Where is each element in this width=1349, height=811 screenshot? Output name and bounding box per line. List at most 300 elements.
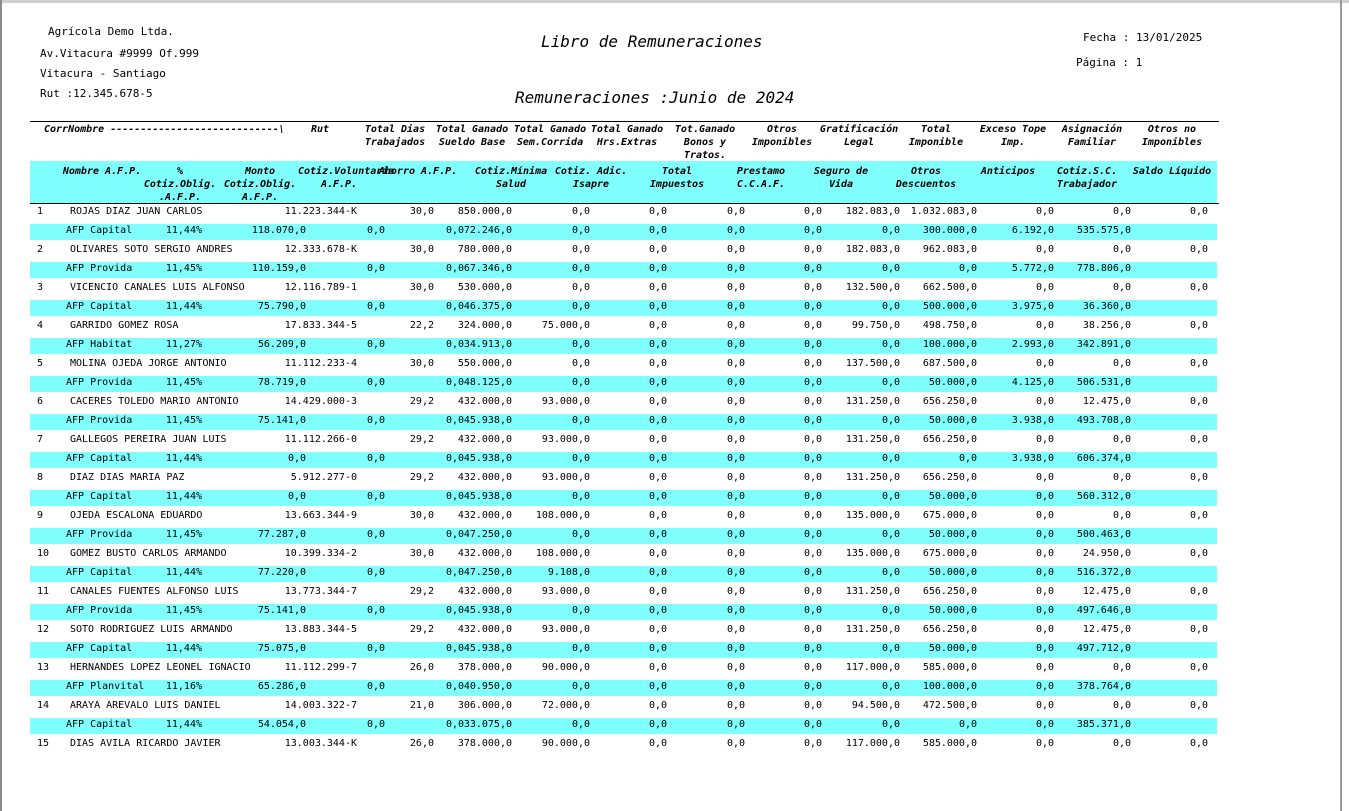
top-value: 0,0 (726, 320, 745, 331)
bottom-value: 0,0 (571, 415, 590, 426)
bottom-value: 50.000,0 (928, 605, 977, 616)
employee-name: DIAS AVILA RICARDO JAVIER (70, 738, 221, 749)
top-value: 0,0 (726, 434, 745, 445)
top-value: 0,0 (1035, 624, 1054, 635)
bottom-value: 0,0 (445, 681, 464, 692)
top-value: 75.000,0 (541, 320, 590, 331)
bottom-value: 0,0 (881, 719, 900, 730)
top-value: 585.000,0 (922, 738, 977, 749)
afp-percent: 11,44% (165, 301, 202, 312)
top-value: 0,0 (1189, 244, 1208, 255)
bottom-value: 0,0 (366, 225, 385, 236)
bottom-value: 0,0 (648, 263, 667, 274)
top-value: 131.250,0 (845, 472, 900, 483)
top-value: 0,0 (1035, 206, 1054, 217)
bottom-value: 0,0 (881, 605, 900, 616)
top-value: 30,0 (409, 358, 434, 369)
top-value: 662.500,0 (922, 282, 977, 293)
bottom-value: 45.938,0 (463, 643, 512, 654)
top-value: 93.000,0 (541, 434, 590, 445)
bottom-value: 0,0 (287, 491, 306, 502)
col-header-bottom-12: Cotiz.S.C. Trabajador (1056, 166, 1118, 190)
top-value: 0,0 (1035, 510, 1054, 521)
bottom-value: 0,0 (648, 225, 667, 236)
top-value: 0,0 (648, 320, 667, 331)
afp-percent: 11,44% (165, 453, 202, 464)
top-value: 0,0 (1189, 396, 1208, 407)
top-value: 29,2 (409, 434, 434, 445)
top-value: 0,0 (1189, 434, 1208, 445)
bottom-value: 9.108,0 (547, 567, 590, 578)
bottom-value: 0,0 (726, 415, 745, 426)
bottom-value: 0,0 (881, 491, 900, 502)
top-value: 0,0 (803, 510, 822, 521)
bottom-value: 0,0 (648, 415, 667, 426)
bottom-value: 3.938,0 (1011, 415, 1054, 426)
top-value: 24.950,0 (1082, 548, 1131, 559)
afp-percent: 11,44% (165, 643, 202, 654)
bottom-value: 0,0 (958, 263, 977, 274)
bottom-value: 75.141,0 (257, 415, 306, 426)
bottom-value: 0,0 (881, 225, 900, 236)
top-value: 962.083,0 (922, 244, 977, 255)
bottom-value: 0,0 (445, 377, 464, 388)
bottom-value: 0,0 (648, 605, 667, 616)
bottom-value: 0,0 (445, 301, 464, 312)
bottom-value: 45.938,0 (463, 491, 512, 502)
top-value: 0,0 (1112, 738, 1131, 749)
bottom-value: 0,0 (571, 643, 590, 654)
bottom-value: 45.938,0 (463, 605, 512, 616)
top-value: 0,0 (1035, 700, 1054, 711)
afp-percent: 11,44% (165, 491, 202, 502)
top-value: 656.250,0 (922, 586, 977, 597)
top-value: 12.475,0 (1082, 396, 1131, 407)
top-value: 0,0 (1189, 206, 1208, 217)
bottom-value: 6.192,0 (1011, 225, 1054, 236)
top-value: 656.250,0 (922, 624, 977, 635)
top-value: 432.000,0 (457, 472, 512, 483)
col-header-top-3: Total Ganado Sueldo Base (435, 124, 509, 148)
top-value: 0,0 (803, 700, 822, 711)
top-value: 135.000,0 (845, 510, 900, 521)
bottom-value: 100.000,0 (922, 339, 977, 350)
top-value: 432.000,0 (457, 624, 512, 635)
afp-name: AFP Capital (66, 719, 133, 730)
afp-name: AFP Planvital (66, 681, 145, 692)
bottom-value: 0,0 (726, 719, 745, 730)
col-header-bottom-7: Total Impuestos (649, 166, 705, 190)
top-value: 29,2 (409, 586, 434, 597)
bottom-value: 500.000,0 (922, 301, 977, 312)
window-right-edge (1340, 0, 1342, 811)
row-number: 13 (37, 662, 50, 673)
top-value: 0,0 (648, 624, 667, 635)
bottom-value: 497.712,0 (1076, 643, 1131, 654)
bottom-value: 50.000,0 (928, 377, 977, 388)
bottom-value: 0,0 (445, 605, 464, 616)
top-value: 656.250,0 (922, 472, 977, 483)
afp-name: AFP Provida (66, 605, 133, 616)
employee-name: SOTO RODRIGUEZ LUIS ARMANDO (70, 624, 233, 635)
bottom-value: 0,0 (366, 605, 385, 616)
top-value: 0,0 (1035, 282, 1054, 293)
col-header-top-7: Otros Imponibles (751, 124, 813, 148)
bottom-value: 100.000,0 (922, 681, 977, 692)
bottom-value: 0,0 (803, 491, 822, 502)
bottom-value: 500.463,0 (1076, 529, 1131, 540)
top-value: 26,0 (409, 662, 434, 673)
bottom-value: 0,0 (366, 301, 385, 312)
employee-name: VICENCIO CANALES LUIS ALFONSO (70, 282, 245, 293)
top-value: 90.000,0 (541, 662, 590, 673)
top-value: 0,0 (726, 624, 745, 635)
bottom-value: 56.209,0 (257, 339, 306, 350)
top-value: 94.500,0 (851, 700, 900, 711)
afp-percent: 11,45% (165, 415, 202, 426)
bottom-value: 67.346,0 (463, 263, 512, 274)
row-number: 11 (37, 586, 50, 597)
top-value: 498.750,0 (922, 320, 977, 331)
header-top-rule (30, 121, 1219, 122)
bottom-value: 0,0 (726, 453, 745, 464)
row-number: 4 (37, 320, 44, 331)
employee-rut: 5.912.277-0 (290, 472, 357, 483)
window-left-edge (0, 0, 2, 811)
top-value: 675.000,0 (922, 510, 977, 521)
bottom-value: 0,0 (1035, 719, 1054, 730)
afp-name: AFP Provida (66, 377, 133, 388)
bottom-value: 0,0 (726, 491, 745, 502)
top-value: 0,0 (1035, 548, 1054, 559)
bottom-value: 560.312,0 (1076, 491, 1131, 502)
col-header-top-2: Total Dias Trabajados (364, 124, 426, 148)
bottom-value: 606.374,0 (1076, 453, 1131, 464)
bottom-value: 0,0 (726, 643, 745, 654)
employee-rut: 13.003.344-K (284, 738, 357, 749)
col-header-top-10: Exceso Tope Imp. (979, 124, 1047, 148)
bottom-value: 0,0 (571, 263, 590, 274)
top-value: 0,0 (1035, 472, 1054, 483)
employee-name: DIAZ DIAS MARIA PAZ (70, 472, 185, 483)
top-value: 30,0 (409, 206, 434, 217)
afp-name: AFP Capital (66, 643, 133, 654)
top-value: 0,0 (1035, 738, 1054, 749)
report-date: Fecha : 13/01/2025 (1083, 31, 1203, 44)
top-value: 0,0 (726, 358, 745, 369)
bottom-value: 78.719,0 (257, 377, 306, 388)
afp-percent: 11,16% (165, 681, 202, 692)
top-value: 108.000,0 (535, 510, 590, 521)
top-value: 0,0 (648, 738, 667, 749)
top-value: 72.000,0 (541, 700, 590, 711)
bottom-value: 0,0 (803, 453, 822, 464)
afp-percent: 11,44% (165, 719, 202, 730)
top-value: 0,0 (571, 358, 590, 369)
employee-rut: 14.003.322-7 (284, 700, 357, 711)
row-number: 1 (37, 206, 44, 217)
bottom-value: 0,0 (571, 453, 590, 464)
employee-name: ARAYA AREVALO LUIS DANIEL (70, 700, 221, 711)
employee-name: GARRIDO GOMEZ ROSA (70, 320, 179, 331)
col-header-bottom-13: Saldo Líquido (1132, 166, 1212, 177)
bottom-value: 0,0 (803, 643, 822, 654)
bottom-value: 75.790,0 (257, 301, 306, 312)
top-value: 0,0 (1112, 700, 1131, 711)
employee-name: CACERES TOLEDO MARIO ANTONIO (70, 396, 239, 407)
top-value: 432.000,0 (457, 548, 512, 559)
company-rut: Rut :12.345.678-5 (40, 87, 153, 100)
bottom-value: 0,0 (726, 681, 745, 692)
bottom-value: 0,0 (958, 453, 977, 464)
top-value: 93.000,0 (541, 624, 590, 635)
top-value: 656.250,0 (922, 434, 977, 445)
top-value: 131.250,0 (845, 624, 900, 635)
row-number: 15 (37, 738, 50, 749)
bottom-value: 0,0 (571, 529, 590, 540)
col-header-bottom-4: Ahorro A.F.P. (378, 166, 458, 177)
top-value: 324.000,0 (457, 320, 512, 331)
bottom-value: 0,0 (726, 301, 745, 312)
bottom-value: 0,0 (726, 567, 745, 578)
bottom-value: 0,0 (445, 491, 464, 502)
bottom-value: 0,0 (881, 263, 900, 274)
bottom-value: 0,0 (648, 339, 667, 350)
bottom-value: 0,0 (648, 301, 667, 312)
bottom-value: 0,0 (803, 225, 822, 236)
top-value: 550.000,0 (457, 358, 512, 369)
top-value: 0,0 (726, 662, 745, 673)
top-value: 0,0 (803, 206, 822, 217)
col-header-top-8: Gratificación Legal (819, 124, 899, 148)
top-value: 0,0 (1112, 662, 1131, 673)
top-value: 432.000,0 (457, 510, 512, 521)
top-value: 30,0 (409, 548, 434, 559)
top-value: 0,0 (803, 320, 822, 331)
col-header-bottom-6: Cotiz. Adic. Isapre (554, 166, 628, 190)
bottom-value: 0,0 (571, 681, 590, 692)
top-value: 432.000,0 (457, 434, 512, 445)
top-value: 0,0 (1112, 510, 1131, 521)
bottom-value: 0,0 (803, 567, 822, 578)
bottom-value: 0,0 (803, 605, 822, 616)
top-value: 0,0 (648, 700, 667, 711)
top-value: 21,0 (409, 700, 434, 711)
top-value: 117.000,0 (845, 738, 900, 749)
top-value: 0,0 (1035, 244, 1054, 255)
bottom-value: 50.000,0 (928, 415, 977, 426)
bottom-value: 0,0 (366, 529, 385, 540)
bottom-value: 0,0 (366, 453, 385, 464)
bottom-value: 0,0 (726, 263, 745, 274)
bottom-value: 0,0 (726, 225, 745, 236)
top-value: 0,0 (1112, 434, 1131, 445)
employee-rut: 11.112.299-7 (284, 662, 357, 673)
bottom-value: 378.764,0 (1076, 681, 1131, 692)
afp-name: AFP Capital (66, 301, 133, 312)
top-value: 0,0 (1035, 396, 1054, 407)
bottom-value: 50.000,0 (928, 643, 977, 654)
top-value: 0,0 (803, 738, 822, 749)
bottom-value: 0,0 (445, 453, 464, 464)
top-value: 0,0 (1189, 548, 1208, 559)
bottom-value: 45.938,0 (463, 415, 512, 426)
bottom-value: 0,0 (1035, 643, 1054, 654)
top-value: 0,0 (726, 282, 745, 293)
bottom-value: 40.950,0 (463, 681, 512, 692)
top-value: 0,0 (1112, 358, 1131, 369)
bottom-value: 0,0 (287, 453, 306, 464)
top-value: 432.000,0 (457, 396, 512, 407)
afp-percent: 11,27% (165, 339, 202, 350)
col-header-top-11: Asignación Familiar (1061, 124, 1123, 148)
company-name: Agrícola Demo Ltda. (48, 25, 174, 38)
bottom-value: 0,0 (648, 491, 667, 502)
top-value: 0,0 (726, 396, 745, 407)
top-value: 687.500,0 (922, 358, 977, 369)
bottom-value: 342.891,0 (1076, 339, 1131, 350)
top-value: 0,0 (803, 282, 822, 293)
top-value: 0,0 (803, 244, 822, 255)
top-value: 0,0 (1035, 358, 1054, 369)
row-number: 10 (37, 548, 50, 559)
top-value: 0,0 (1189, 282, 1208, 293)
top-value: 0,0 (1035, 662, 1054, 673)
bottom-value: 0,0 (366, 415, 385, 426)
col-header-bottom-10: Otros Descuentos (895, 166, 957, 190)
top-value: 29,2 (409, 472, 434, 483)
top-value: 0,0 (1112, 244, 1131, 255)
top-value: 656.250,0 (922, 396, 977, 407)
employee-rut: 11.223.344-K (284, 206, 357, 217)
employee-rut: 12.333.678-K (284, 244, 357, 255)
top-value: 135.000,0 (845, 548, 900, 559)
bottom-value: 0,0 (366, 263, 385, 274)
top-value: 22,2 (409, 320, 434, 331)
bottom-value: 72.246,0 (463, 225, 512, 236)
bottom-value: 0,0 (803, 301, 822, 312)
top-value: 1.032.083,0 (910, 206, 977, 217)
top-value: 0,0 (1189, 320, 1208, 331)
employee-rut: 11.112.233-4 (284, 358, 357, 369)
top-value: 38.256,0 (1082, 320, 1131, 331)
bottom-value: 516.372,0 (1076, 567, 1131, 578)
top-value: 12.475,0 (1082, 586, 1131, 597)
bottom-value: 0,0 (881, 301, 900, 312)
top-value: 0,0 (726, 700, 745, 711)
top-value: 0,0 (803, 472, 822, 483)
bottom-value: 385.371,0 (1076, 719, 1131, 730)
top-value: 0,0 (1112, 206, 1131, 217)
top-value: 675.000,0 (922, 548, 977, 559)
top-value: 0,0 (803, 624, 822, 635)
bottom-value: 0,0 (726, 377, 745, 388)
row-number: 3 (37, 282, 44, 293)
bottom-value: 50.000,0 (928, 529, 977, 540)
top-value: 0,0 (726, 586, 745, 597)
employee-name: OLIVARES SOTO SERGIO ANDRES (70, 244, 233, 255)
row-number: 12 (37, 624, 50, 635)
bottom-value: 0,0 (366, 681, 385, 692)
bottom-value: 50.000,0 (928, 491, 977, 502)
bottom-value: 0,0 (648, 681, 667, 692)
bottom-value: 0,0 (803, 415, 822, 426)
bottom-value: 0,0 (571, 339, 590, 350)
bottom-value: 0,0 (445, 643, 464, 654)
afp-name: AFP Provida (66, 263, 133, 274)
employee-name: OJEDA ESCALONA EDUARDO (70, 510, 203, 521)
bottom-value: 0,0 (881, 529, 900, 540)
top-value: 0,0 (1189, 624, 1208, 635)
bottom-value: 0,0 (445, 263, 464, 274)
top-value: 0,0 (648, 244, 667, 255)
bottom-value: 0,0 (648, 567, 667, 578)
report-title: Libro de Remuneraciones (541, 32, 763, 51)
top-value: 0,0 (726, 206, 745, 217)
afp-percent: 11,45% (165, 605, 202, 616)
row-number: 2 (37, 244, 44, 255)
top-value: 26,0 (409, 738, 434, 749)
bottom-value: 50.000,0 (928, 567, 977, 578)
col-header-top-1: Rut (310, 124, 330, 135)
bottom-value: 36.360,0 (1082, 301, 1131, 312)
top-value: 0,0 (1189, 358, 1208, 369)
bottom-value: 3.975,0 (1011, 301, 1054, 312)
afp-percent: 11,44% (165, 225, 202, 236)
afp-name: AFP Capital (66, 491, 133, 502)
top-value: 0,0 (1189, 472, 1208, 483)
row-number: 8 (37, 472, 44, 483)
bottom-value: 2.993,0 (1011, 339, 1054, 350)
col-header-bottom-0: Nombre A.F.P. (62, 166, 142, 177)
top-value: 93.000,0 (541, 472, 590, 483)
top-value: 850.000,0 (457, 206, 512, 217)
bottom-value: 0,0 (366, 339, 385, 350)
top-value: 0,0 (571, 282, 590, 293)
col-header-top-4: Total Ganado Sem.Corrida (513, 124, 587, 148)
employee-rut: 13.773.344-7 (284, 586, 357, 597)
top-value: 0,0 (803, 586, 822, 597)
bottom-value: 506.531,0 (1076, 377, 1131, 388)
afp-name: AFP Capital (66, 567, 133, 578)
bottom-value: 0,0 (958, 719, 977, 730)
bottom-value: 0,0 (881, 415, 900, 426)
col-header-bottom-11: Anticipos (980, 166, 1036, 177)
top-value: 0,0 (648, 396, 667, 407)
col-header-top-5: Total Ganado Hrs.Extras (590, 124, 664, 148)
bottom-value: 0,0 (648, 719, 667, 730)
employee-rut: 13.663.344-9 (284, 510, 357, 521)
bottom-value: 0,0 (571, 301, 590, 312)
afp-name: AFP Capital (66, 453, 133, 464)
top-value: 29,2 (409, 624, 434, 635)
top-value: 432.000,0 (457, 586, 512, 597)
top-value: 306.000,0 (457, 700, 512, 711)
top-value: 131.250,0 (845, 434, 900, 445)
top-value: 93.000,0 (541, 586, 590, 597)
bottom-value: 0,0 (1035, 567, 1054, 578)
bottom-value: 0,0 (1035, 681, 1054, 692)
afp-name: AFP Provida (66, 529, 133, 540)
top-value: 0,0 (648, 434, 667, 445)
employee-rut: 17.833.344-5 (284, 320, 357, 331)
bottom-value: 47.250,0 (463, 567, 512, 578)
employee-rut: 13.883.344-5 (284, 624, 357, 635)
bottom-value: 0,0 (1035, 529, 1054, 540)
top-value: 137.500,0 (845, 358, 900, 369)
bottom-value: 0,0 (1035, 491, 1054, 502)
top-value: 0,0 (648, 548, 667, 559)
